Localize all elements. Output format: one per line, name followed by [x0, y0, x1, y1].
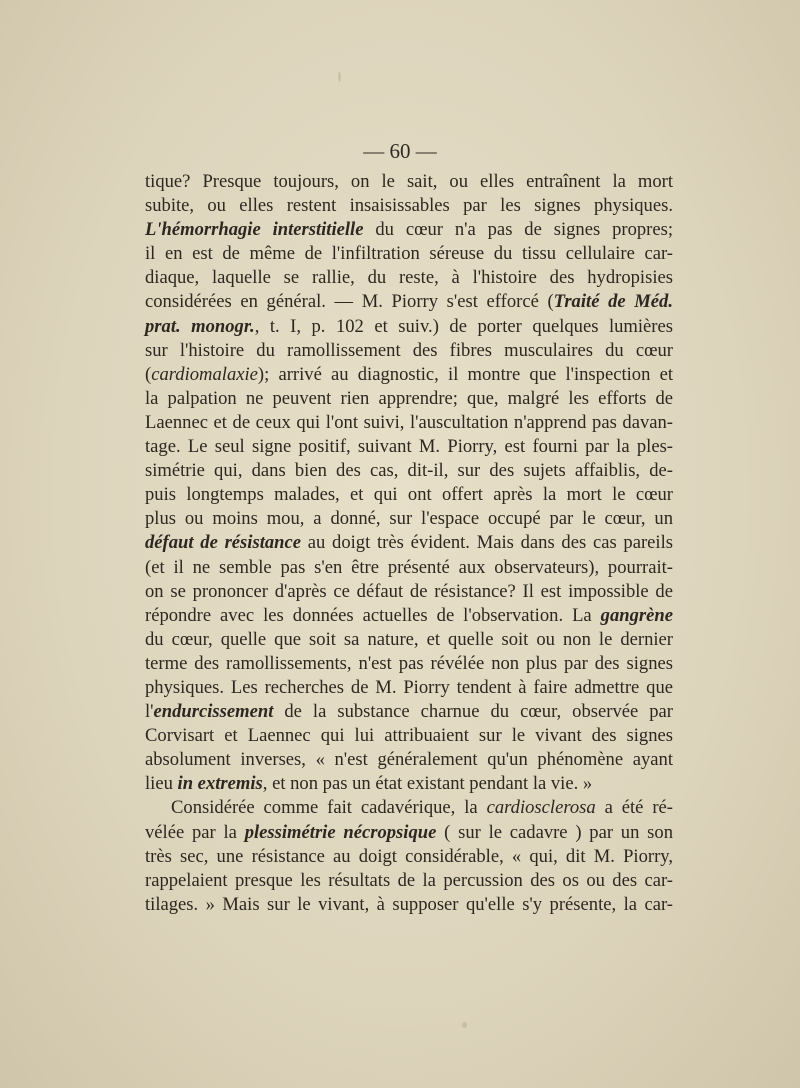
text-line — [145, 435, 673, 459]
emphasized-text: endurcissement — [153, 701, 274, 723]
text-line — [145, 507, 673, 531]
text-line — [145, 893, 673, 917]
emphasized-text: cardiosclerosa — [486, 797, 596, 819]
emphasized-text: L'hémorrhagie interstitielle — [145, 219, 364, 241]
text-run: subite, ou elles restent insaisissables par les signes physiques. — [145, 195, 673, 217]
text-run: tique? Presque toujours, on le sait, ou elles entraînent la mort — [145, 171, 673, 192]
text-line — [145, 845, 673, 869]
text-line — [145, 290, 673, 314]
text-line — [145, 459, 673, 483]
text-line — [145, 748, 673, 772]
text-line — [145, 194, 673, 218]
text-run: Considérée comme fait cadavérique, la — [171, 797, 487, 819]
text-line — [145, 676, 673, 700]
emphasized-text: in extremis — [177, 773, 263, 795]
text-run: a été ré- — [595, 797, 673, 819]
text-line — [145, 339, 673, 363]
text-line — [145, 796, 673, 820]
text-run: la palpation ne peuvent rien apprendre; que, malgré les efforts de — [145, 387, 673, 409]
text-run: tilages. » Mais sur le vivant, à supposer qu'elle s'y présente, la car- — [145, 893, 673, 915]
text-run: du cœur, quelle que soit sa nature, et quelle soit ou non le dernier — [145, 628, 673, 650]
text-line — [145, 821, 673, 845]
text-line — [145, 315, 673, 339]
text-line — [145, 700, 673, 724]
text-line — [145, 242, 673, 266]
text-run: tage. Le seul signe positif, suivant M. Piorry, est fourni par la ples- — [145, 436, 673, 458]
paper-stain — [338, 72, 341, 82]
text-run: sur l'histoire du ramollissement des fibres musculaires du cœur — [145, 339, 673, 361]
text-run: absolument inverses, « n'est généralement qu'un phénomène ayant — [145, 749, 673, 771]
text-run: on se prononcer d'après ce défaut de résistance? Il est impossible de — [145, 580, 673, 602]
text-run: (et il ne semble pas s'en être présenté aux observateurs), pourrait- — [145, 556, 673, 578]
text-run: considérées en général. — M. Piorry s'est efforcé ( — [145, 291, 554, 313]
text-run: Laennec et de ceux qui l'ont suivi, l'auscultation n'apprend pas davan- — [145, 411, 673, 433]
text-run: simétrie qui, dans bien des cas, dit-il, sur des sujets affaiblis, de- — [145, 460, 673, 482]
text-run: , t. I, p. 102 et suiv.) de porter quelques lumières — [254, 315, 673, 337]
paper-stain — [462, 1022, 467, 1028]
text-line — [145, 170, 673, 194]
text-run: il en est de même de l'infiltration séreuse du tissu cellulaire car- — [145, 243, 673, 265]
text-line — [145, 266, 673, 290]
text-line — [145, 363, 673, 387]
page-number: — 60 — — [363, 139, 437, 163]
text-run: terme des ramollissements, n'est pas révélée non plus par des signes — [145, 652, 673, 674]
emphasized-text: Traité de Méd. — [553, 291, 673, 313]
text-run: très sec, une résistance au doigt considérable, « qui, dit M. Piorry, — [145, 845, 673, 867]
text-run: , et non pas un état existant pendant la vie. » — [262, 773, 593, 795]
text-line — [145, 483, 673, 507]
text-run: ); arrivé au diagnostic, il montre que l'inspection et — [257, 363, 673, 385]
emphasized-text: plessimétrie nécropsique — [244, 821, 437, 843]
text-run: plus ou moins mou, a donné, sur l'espace occupé par le cœur, un — [145, 508, 673, 530]
text-run: physiques. Les recherches de M. Piorry tendent à faire admettre que — [145, 676, 673, 698]
text-line — [145, 387, 673, 411]
text-run: répondre avec les données actuelles de l'observation. La — [145, 604, 601, 626]
text-run: l' — [145, 701, 154, 723]
text-run: vélée par la — [145, 821, 245, 843]
emphasized-text: gangrène — [600, 604, 673, 626]
text-line — [145, 411, 673, 435]
text-run: rappelaient presque les résultats de la percussion des os ou des car- — [145, 869, 673, 891]
emphasized-text: défaut de résistance — [145, 532, 302, 554]
emphasized-text: cardiomalaxie — [151, 363, 258, 385]
text-line — [145, 531, 673, 555]
text-line — [145, 580, 673, 604]
text-run: Corvisart et Laennec qui lui attribuaient sur le vivant des signes — [145, 725, 673, 747]
body-text — [145, 170, 673, 917]
text-run: diaque, laquelle se rallie, du reste, à l'histoire des hydropisies — [145, 267, 673, 289]
text-line — [145, 724, 673, 748]
text-run: lieu — [145, 773, 178, 795]
text-run: ( sur le cadavre ) par un son — [436, 821, 673, 843]
text-line — [145, 218, 673, 242]
text-run: du cœur n'a pas de signes propres; — [363, 219, 674, 241]
text-run: de la substance charnue du cœur, observée par — [273, 701, 673, 723]
text-line — [145, 772, 673, 796]
text-line — [145, 604, 673, 628]
text-line — [145, 869, 673, 893]
text-run: ( — [145, 363, 152, 385]
text-line — [145, 652, 673, 676]
text-line — [145, 628, 673, 652]
text-run: puis longtemps malades, et qui ont offert après la mort le cœur — [145, 484, 673, 506]
text-run: au doigt très évident. Mais dans des cas pareils — [301, 532, 673, 554]
text-line — [145, 556, 673, 580]
emphasized-text: prat. monogr. — [145, 315, 255, 337]
